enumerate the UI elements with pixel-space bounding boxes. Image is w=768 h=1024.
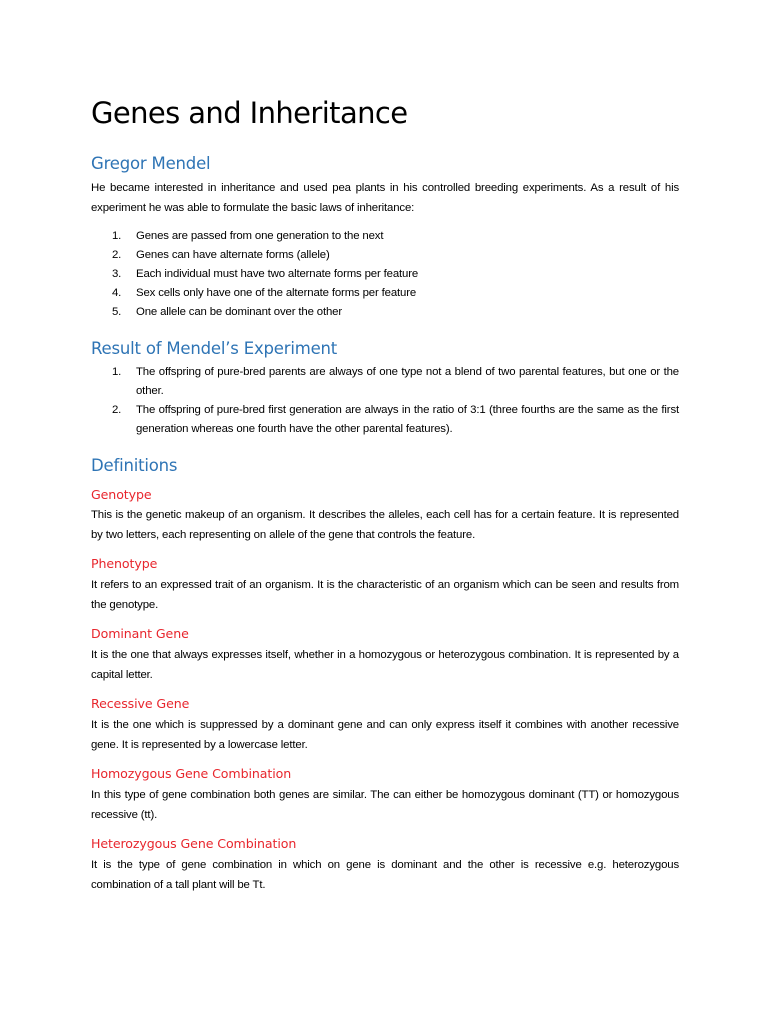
list-item-number: 1. (112, 366, 122, 378)
term-dominant-gene: Dominant Gene (91, 626, 189, 641)
list-item-number: 4. (112, 287, 122, 299)
definition-dominant-gene: It is the one that always expresses itself, whether in a homozygous or heterozygous combination. It is represented by a capital letter. (91, 649, 679, 681)
result-list (91, 363, 679, 439)
list-item (91, 246, 679, 265)
term-genotype: Genotype (91, 487, 152, 502)
mendel-laws-list (91, 227, 679, 322)
mendel-intro-paragraph: He became interested in inheritance and used pea plants in his controlled breeding experiments. As a result of his experiment he was able to formulate the basic laws of inheritance: (91, 182, 679, 214)
list-item-number: 5. (112, 306, 122, 318)
term-heterozygous: Heterozygous Gene Combination (91, 836, 297, 851)
list-item-text: The offspring of pure-bred first generation are always in the ratio of 3:1 (three fourths are the same as the first generation whereas one fourth have the other parental features). (136, 404, 679, 435)
heading-gregor-mendel: Gregor Mendel (91, 154, 211, 173)
list-item (91, 265, 679, 284)
definition-heterozygous: It is the type of gene combination in which on gene is dominant and the other is recessive e.g. heterozygous combination of a tall plant will be Tt. (91, 859, 679, 891)
list-item (91, 284, 679, 303)
list-item (91, 227, 679, 246)
list-item-number: 2. (112, 249, 122, 261)
document-title: Genes and Inheritance (91, 96, 408, 130)
list-item (91, 303, 679, 322)
term-recessive-gene: Recessive Gene (91, 696, 190, 711)
list-item-text: Sex cells only have one of the alternate forms per feature (136, 287, 417, 299)
list-item-text: Each individual must have two alternate forms per feature (136, 268, 419, 280)
list-item-text: One allele can be dominant over the other (136, 306, 342, 318)
definition-phenotype: It refers to an expressed trait of an organism. It is the characteristic of an organism which can be seen and results from the genotype. (91, 579, 679, 611)
heading-definitions: Definitions (91, 456, 178, 475)
list-item (91, 363, 679, 401)
list-item (91, 401, 679, 439)
list-item-text: The offspring of pure-bred parents are always of one type not a blend of two parental features, but one or the other. (136, 366, 679, 397)
list-item-number: 2. (112, 404, 122, 416)
definition-genotype: This is the genetic makeup of an organism. It describes the alleles, each cell has for a certain feature. It is represented by two letters, each representing on allele of the gene that controls the feature. (91, 509, 679, 541)
term-homozygous: Homozygous Gene Combination (91, 766, 292, 781)
term-phenotype: Phenotype (91, 556, 158, 571)
list-item-number: 3. (112, 268, 122, 280)
heading-result-of-experiment: Result of Mendel’s Experiment (91, 339, 338, 358)
list-item-number: 1. (112, 230, 122, 242)
definition-recessive-gene: It is the one which is suppressed by a dominant gene and can only express itself it combines with another recessive gene. It is represented by a lowercase letter. (91, 719, 679, 751)
definition-homozygous: In this type of gene combination both genes are similar. The can either be homozygous dominant (TT) or homozygous recessive (tt). (91, 789, 679, 821)
list-item-text: Genes are passed from one generation to the next (136, 230, 384, 242)
list-item-text: Genes can have alternate forms (allele) (136, 249, 330, 261)
